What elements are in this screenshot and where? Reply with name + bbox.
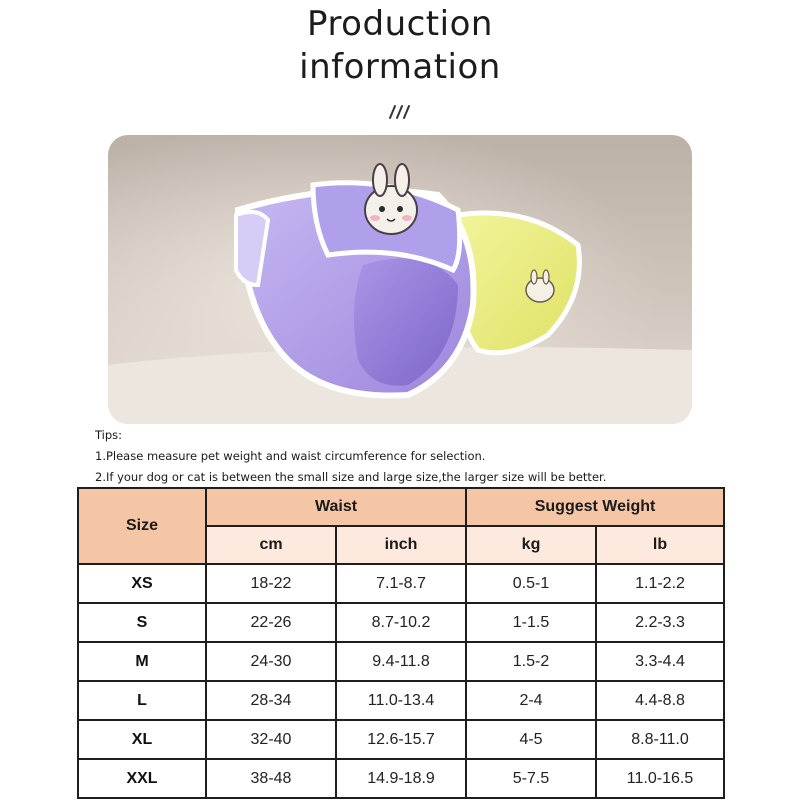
tip-item: 1.Please measure pet weight and waist circumference for selection. bbox=[95, 449, 486, 463]
header-kg: kg bbox=[466, 526, 596, 564]
cell-cm: 22-26 bbox=[206, 603, 336, 642]
title-line-1: Production bbox=[307, 4, 493, 44]
cell-lb: 2.2-3.3 bbox=[596, 603, 724, 642]
cell-cm: 28-34 bbox=[206, 681, 336, 720]
header-size: Size bbox=[78, 488, 206, 564]
product-photo bbox=[108, 135, 692, 424]
cell-size: L bbox=[78, 681, 206, 720]
cell-cm: 18-22 bbox=[206, 564, 336, 603]
triple-slash-icon bbox=[386, 104, 412, 120]
cell-lb: 11.0-16.5 bbox=[596, 759, 724, 798]
cell-kg: 2-4 bbox=[466, 681, 596, 720]
table-row bbox=[78, 681, 724, 720]
cell-cm: 24-30 bbox=[206, 642, 336, 681]
cell-inch: 11.0-13.4 bbox=[336, 681, 466, 720]
cell-cm: 38-48 bbox=[206, 759, 336, 798]
table-row bbox=[78, 759, 724, 798]
tips-heading: Tips: bbox=[95, 428, 123, 442]
cell-size: S bbox=[78, 603, 206, 642]
table-row bbox=[78, 564, 724, 603]
header-suggest-weight: Suggest Weight bbox=[466, 488, 724, 526]
cell-inch: 8.7-10.2 bbox=[336, 603, 466, 642]
cell-kg: 5-7.5 bbox=[466, 759, 596, 798]
title-line-2: information bbox=[299, 47, 501, 87]
cell-inch: 14.9-18.9 bbox=[336, 759, 466, 798]
cell-kg: 4-5 bbox=[466, 720, 596, 759]
cell-kg: 0.5-1 bbox=[466, 564, 596, 603]
table-row bbox=[78, 603, 724, 642]
cell-kg: 1.5-2 bbox=[466, 642, 596, 681]
cell-lb: 1.1-2.2 bbox=[596, 564, 724, 603]
cell-kg: 1-1.5 bbox=[466, 603, 596, 642]
header-inch: inch bbox=[336, 526, 466, 564]
cell-size: XL bbox=[78, 720, 206, 759]
cell-lb: 3.3-4.4 bbox=[596, 642, 724, 681]
cell-lb: 4.4-8.8 bbox=[596, 681, 724, 720]
cell-size: XS bbox=[78, 564, 206, 603]
header-waist: Waist bbox=[206, 488, 466, 526]
header-lb: lb bbox=[596, 526, 724, 564]
cell-size: M bbox=[78, 642, 206, 681]
cell-size: XXL bbox=[78, 759, 206, 798]
cell-inch: 12.6-15.7 bbox=[336, 720, 466, 759]
cell-cm: 32-40 bbox=[206, 720, 336, 759]
table-row bbox=[78, 720, 724, 759]
size-chart-table bbox=[77, 487, 725, 799]
cell-inch: 9.4-11.8 bbox=[336, 642, 466, 681]
pet-diaper-product-photo-icon bbox=[108, 135, 692, 424]
header-cm: cm bbox=[206, 526, 336, 564]
tip-item: 2.If your dog or cat is between the small size and large size,the larger size will be better. bbox=[95, 470, 607, 484]
cell-lb: 8.8-11.0 bbox=[596, 720, 724, 759]
cell-inch: 7.1-8.7 bbox=[336, 564, 466, 603]
table-row bbox=[78, 642, 724, 681]
